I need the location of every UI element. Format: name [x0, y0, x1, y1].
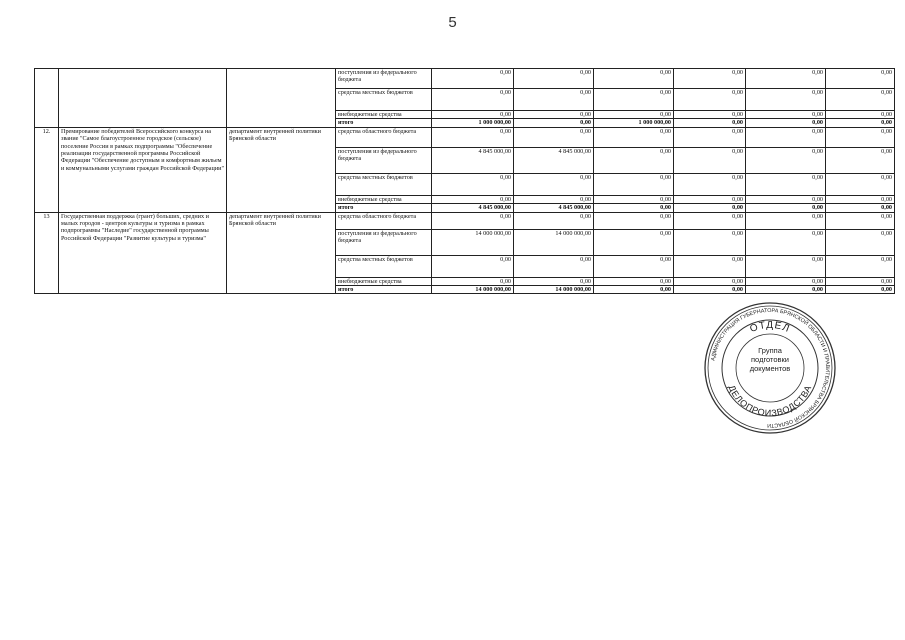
amount-cell: 0,00: [826, 255, 895, 277]
amount-cell: 0,00: [432, 173, 514, 195]
funding-source-label: внебюджетные средства: [336, 277, 432, 285]
row-executor: департамент внутренней политики Брянской области: [227, 212, 336, 294]
table-row: [35, 69, 895, 89]
amount-cell: 0,00: [674, 195, 746, 203]
amount-cell: 0,00: [826, 286, 895, 294]
amount-cell: 0,00: [746, 277, 826, 285]
amount-cell: 0,00: [432, 127, 514, 147]
amount-cell: 0,00: [432, 212, 514, 229]
table-row: [35, 212, 895, 229]
amount-cell: 0,00: [594, 89, 674, 111]
funding-source-label: итого: [336, 119, 432, 127]
amount-cell: 4 845 000,00: [514, 147, 594, 173]
amount-cell: 0,00: [432, 111, 514, 119]
amount-cell: 0,00: [594, 212, 674, 229]
amount-cell: 1 000 000,00: [432, 119, 514, 127]
row-description: Государственная поддержка (грант) больших, средних и малых городов - центров культуры и туризма в рамках подпрограммы "Наследие" государственной программы Российской Федерации "Развитие культуры и туризма": [59, 212, 227, 294]
amount-cell: 14 000 000,00: [432, 286, 514, 294]
funding-source-label: итого: [336, 204, 432, 212]
row-number: [35, 69, 59, 128]
amount-cell: 0,00: [594, 204, 674, 212]
funding-source-label: поступления из федерального бюджета: [336, 147, 432, 173]
amount-cell: 0,00: [746, 147, 826, 173]
amount-cell: 0,00: [746, 286, 826, 294]
amount-cell: 0,00: [514, 212, 594, 229]
amount-cell: 0,00: [826, 119, 895, 127]
amount-cell: 0,00: [594, 173, 674, 195]
amount-cell: 0,00: [674, 212, 746, 229]
department-stamp: [702, 300, 838, 436]
amount-cell: 0,00: [826, 277, 895, 285]
amount-cell: 0,00: [746, 229, 826, 255]
amount-cell: 0,00: [674, 229, 746, 255]
funding-source-label: средства местных бюджетов: [336, 173, 432, 195]
amount-cell: 0,00: [826, 204, 895, 212]
amount-cell: 0,00: [674, 119, 746, 127]
amount-cell: 14 000 000,00: [432, 229, 514, 255]
amount-cell: 0,00: [514, 119, 594, 127]
amount-cell: 0,00: [514, 111, 594, 119]
amount-cell: 0,00: [674, 127, 746, 147]
amount-cell: 0,00: [594, 127, 674, 147]
amount-cell: 0,00: [594, 255, 674, 277]
amount-cell: 1 000 000,00: [594, 119, 674, 127]
amount-cell: 0,00: [826, 89, 895, 111]
amount-cell: 0,00: [746, 127, 826, 147]
funding-source-label: итого: [336, 286, 432, 294]
amount-cell: 0,00: [826, 147, 895, 173]
amount-cell: 0,00: [826, 173, 895, 195]
amount-cell: 0,00: [594, 69, 674, 89]
table-row: [35, 127, 895, 147]
amount-cell: 0,00: [432, 277, 514, 285]
amount-cell: 0,00: [826, 69, 895, 89]
stamp-center-text: [736, 346, 804, 373]
amount-cell: 0,00: [826, 212, 895, 229]
amount-cell: 0,00: [746, 212, 826, 229]
amount-cell: 0,00: [514, 195, 594, 203]
amount-cell: 0,00: [826, 195, 895, 203]
page-number: 5: [448, 14, 457, 31]
amount-cell: 0,00: [746, 119, 826, 127]
row-executor: департамент внутренней политики Брянской области: [227, 127, 336, 212]
amount-cell: 0,00: [594, 147, 674, 173]
svg-text:ОТДЕЛ: ОТДЕЛ: [748, 319, 792, 335]
funding-source-label: средства областного бюджета: [336, 212, 432, 229]
amount-cell: 0,00: [746, 111, 826, 119]
stamp-center-line2: подготовки: [751, 355, 789, 364]
svg-text:ДЕЛОПРОИЗВОДСТВА: ДЕЛОПРОИЗВОДСТВА: [726, 383, 814, 419]
amount-cell: 0,00: [674, 204, 746, 212]
amount-cell: 0,00: [826, 127, 895, 147]
amount-cell: 14 000 000,00: [514, 286, 594, 294]
row-number: 13: [35, 212, 59, 294]
amount-cell: 0,00: [514, 255, 594, 277]
amount-cell: 0,00: [826, 229, 895, 255]
amount-cell: 0,00: [514, 127, 594, 147]
amount-cell: 0,00: [674, 286, 746, 294]
amount-cell: 0,00: [746, 195, 826, 203]
funding-source-label: средства областного бюджета: [336, 127, 432, 147]
funding-source-label: внебюджетные средства: [336, 111, 432, 119]
amount-cell: 0,00: [674, 111, 746, 119]
amount-cell: 0,00: [514, 173, 594, 195]
amount-cell: 4 845 000,00: [432, 147, 514, 173]
stamp-center-line3: документов: [749, 364, 791, 373]
funding-source-label: средства местных бюджетов: [336, 255, 432, 277]
amount-cell: 0,00: [746, 173, 826, 195]
funding-source-label: средства местных бюджетов: [336, 89, 432, 111]
row-number: 12.: [35, 127, 59, 212]
stamp-center-line1: Группа: [758, 346, 782, 355]
funding-source-label: поступления из федерального бюджета: [336, 69, 432, 89]
svg-text:АДМИНИСТРАЦИЯ ГУБЕРНАТОРА БРЯН: АДМИНИСТРАЦИЯ ГУБЕРНАТОРА БРЯНСКОЙ ОБЛАСТИ И ПРАВИТЕЛЬСТВА БРЯНСКОЙ ОБЛАСТИ: [710, 307, 831, 429]
amount-cell: 0,00: [746, 89, 826, 111]
amount-cell: 0,00: [746, 255, 826, 277]
amount-cell: 0,00: [432, 89, 514, 111]
amount-cell: 0,00: [746, 69, 826, 89]
amount-cell: 0,00: [674, 89, 746, 111]
amount-cell: 0,00: [432, 69, 514, 89]
amount-cell: 0,00: [514, 69, 594, 89]
amount-cell: 0,00: [594, 277, 674, 285]
amount-cell: 0,00: [432, 195, 514, 203]
amount-cell: 0,00: [514, 89, 594, 111]
amount-cell: 0,00: [674, 173, 746, 195]
amount-cell: 14 000 000,00: [514, 229, 594, 255]
funding-source-label: внебюджетные средства: [336, 195, 432, 203]
amount-cell: 4 845 000,00: [432, 204, 514, 212]
budget-table: [34, 68, 895, 294]
amount-cell: 0,00: [826, 111, 895, 119]
amount-cell: 0,00: [746, 204, 826, 212]
amount-cell: 0,00: [674, 147, 746, 173]
funding-source-label: поступления из федерального бюджета: [336, 229, 432, 255]
row-executor: [227, 69, 336, 128]
amount-cell: 0,00: [594, 286, 674, 294]
amount-cell: 0,00: [514, 277, 594, 285]
amount-cell: 0,00: [432, 255, 514, 277]
amount-cell: 0,00: [594, 195, 674, 203]
amount-cell: 4 845 000,00: [514, 204, 594, 212]
row-description: [59, 69, 227, 128]
amount-cell: 0,00: [594, 229, 674, 255]
amount-cell: 0,00: [594, 111, 674, 119]
amount-cell: 0,00: [674, 277, 746, 285]
amount-cell: 0,00: [674, 69, 746, 89]
amount-cell: 0,00: [674, 255, 746, 277]
row-description: Премирование победителей Всероссийского конкурса на звание "Самое благоустроенное городское (сельское) поселение России в рамках подпрограммы "Обеспечение реализации государственной программы Российской Федерации "Обеспечение доступным и комфортным жильем и коммунальными услугами граждан Российской Федерации": [59, 127, 227, 212]
